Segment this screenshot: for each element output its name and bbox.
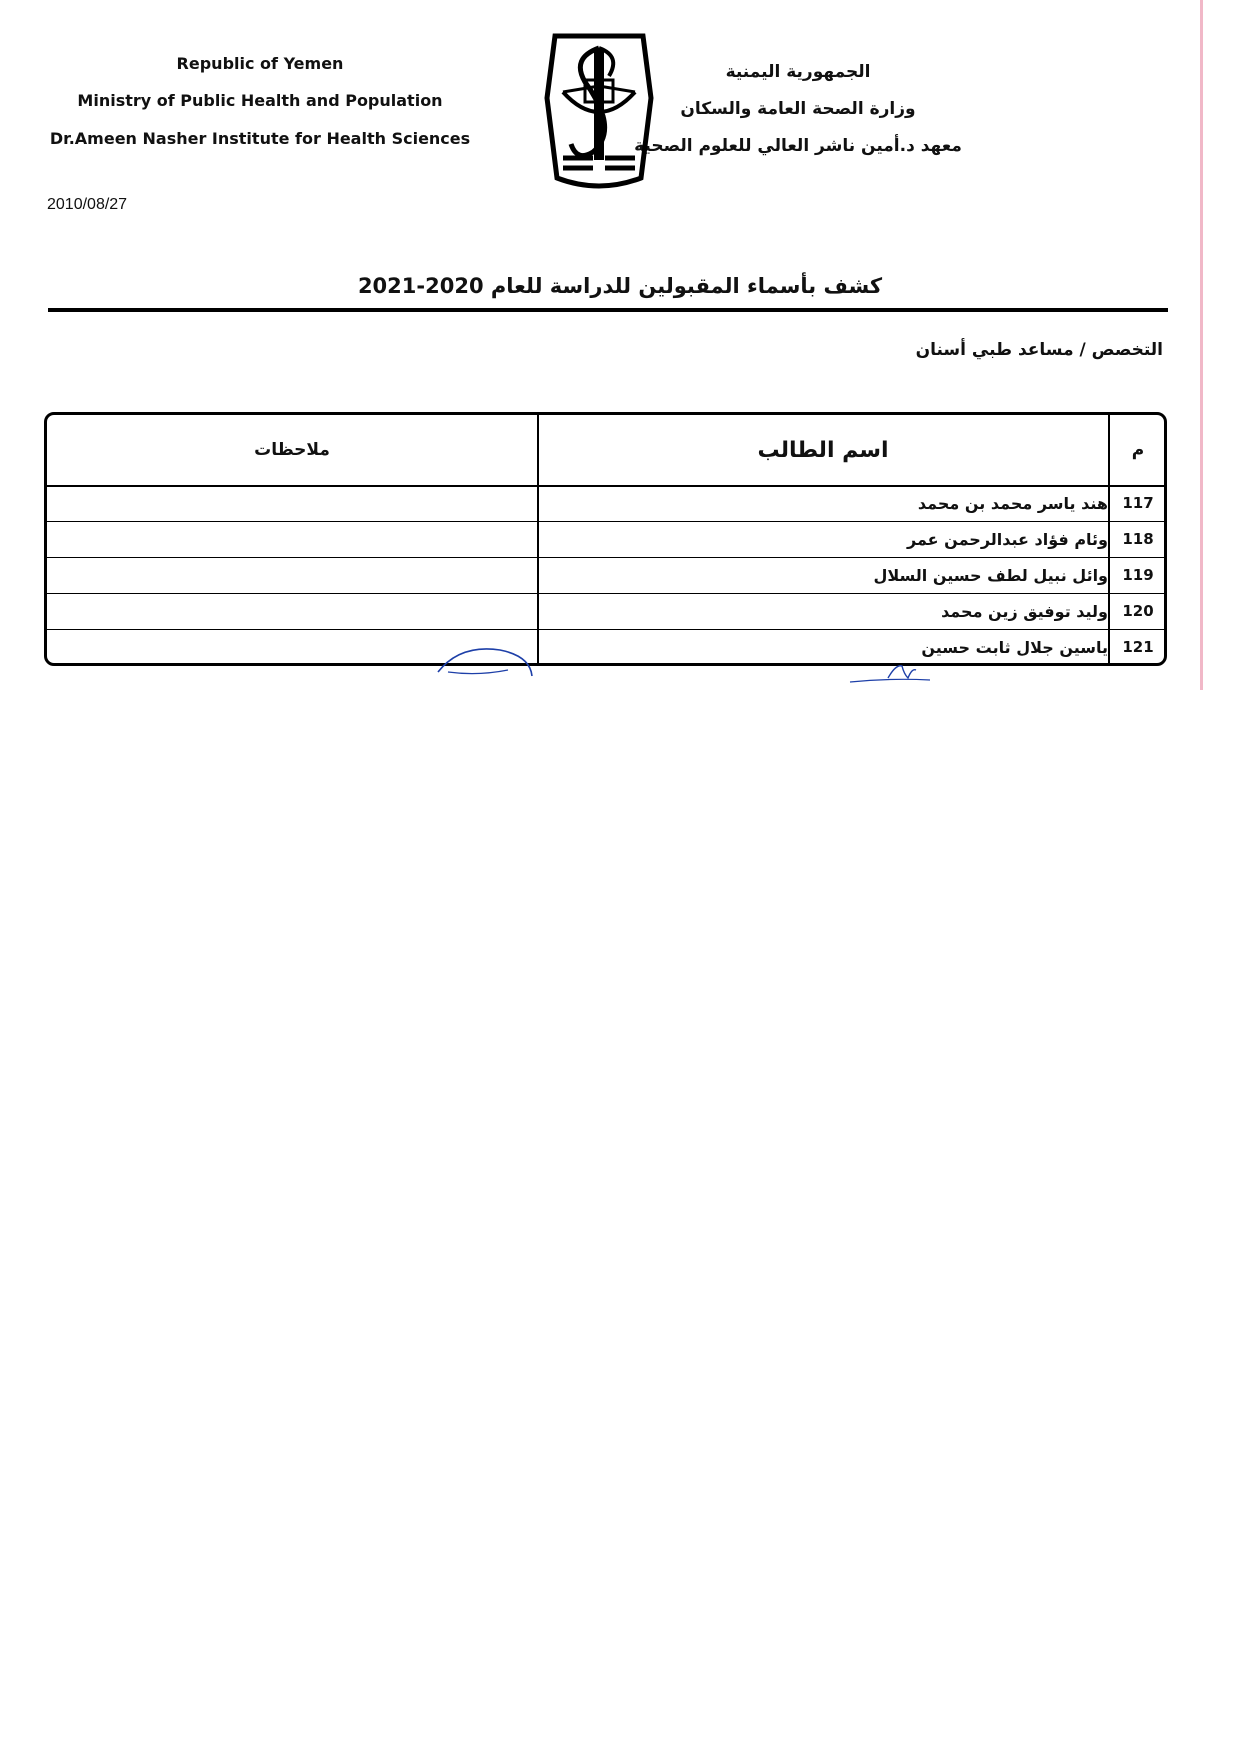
signature-mark [430,642,950,690]
table-row [47,593,1164,630]
table-row [47,557,1164,594]
table-header [47,415,1164,487]
column-header-notes: ملاحظات [254,440,330,460]
column-header-name: اسم الطالب [757,437,889,463]
row-number: 119 [1122,566,1154,584]
specialty-label: التخصص / مساعد طبي أسنان [915,340,1163,360]
student-name: وئام فؤاد عبدالرحمن عمر [906,529,1108,549]
column-divider [537,415,539,663]
row-notes [47,521,537,557]
header-arabic-country: الجمهورية اليمنية [725,62,871,82]
row-number: 120 [1122,602,1154,620]
institute-logo [541,28,657,192]
row-notes [47,593,537,629]
column-divider [1108,415,1110,663]
header-english-ministry: Ministry of Public Health and Population [77,91,443,110]
column-header-number: م [1131,440,1145,460]
table-row [47,521,1164,558]
table-row [47,485,1164,522]
header-arabic-ministry: وزارة الصحة العامة والسكان [680,99,916,119]
student-name: ياسين جلال ثابت حسين [921,637,1108,657]
row-number: 117 [1122,494,1154,512]
header-arabic-institute: معهد د.أمين ناشر العالي للعلوم الصحية [634,136,962,156]
row-notes [47,485,537,521]
student-name: هند ياسر محمد بن محمد [917,493,1108,513]
document-date: 2010/08/27 [47,196,128,213]
student-name: وائل نبيل لطف حسين السلال [873,565,1108,585]
header-english-country: Republic of Yemen [176,54,344,73]
header-english-institute: Dr.Ameen Nasher Institute for Health Sciences [49,129,471,148]
row-number: 118 [1122,530,1154,548]
title-divider [48,308,1168,312]
page-title: كشف بأسماء المقبولين للدراسة للعام 2020-2021 [357,274,883,298]
margin-mark [1200,0,1203,690]
student-name: وليد توفيق زين محمد [941,601,1108,621]
row-notes [47,557,537,593]
students-table [44,412,1167,666]
row-number: 121 [1122,638,1154,656]
